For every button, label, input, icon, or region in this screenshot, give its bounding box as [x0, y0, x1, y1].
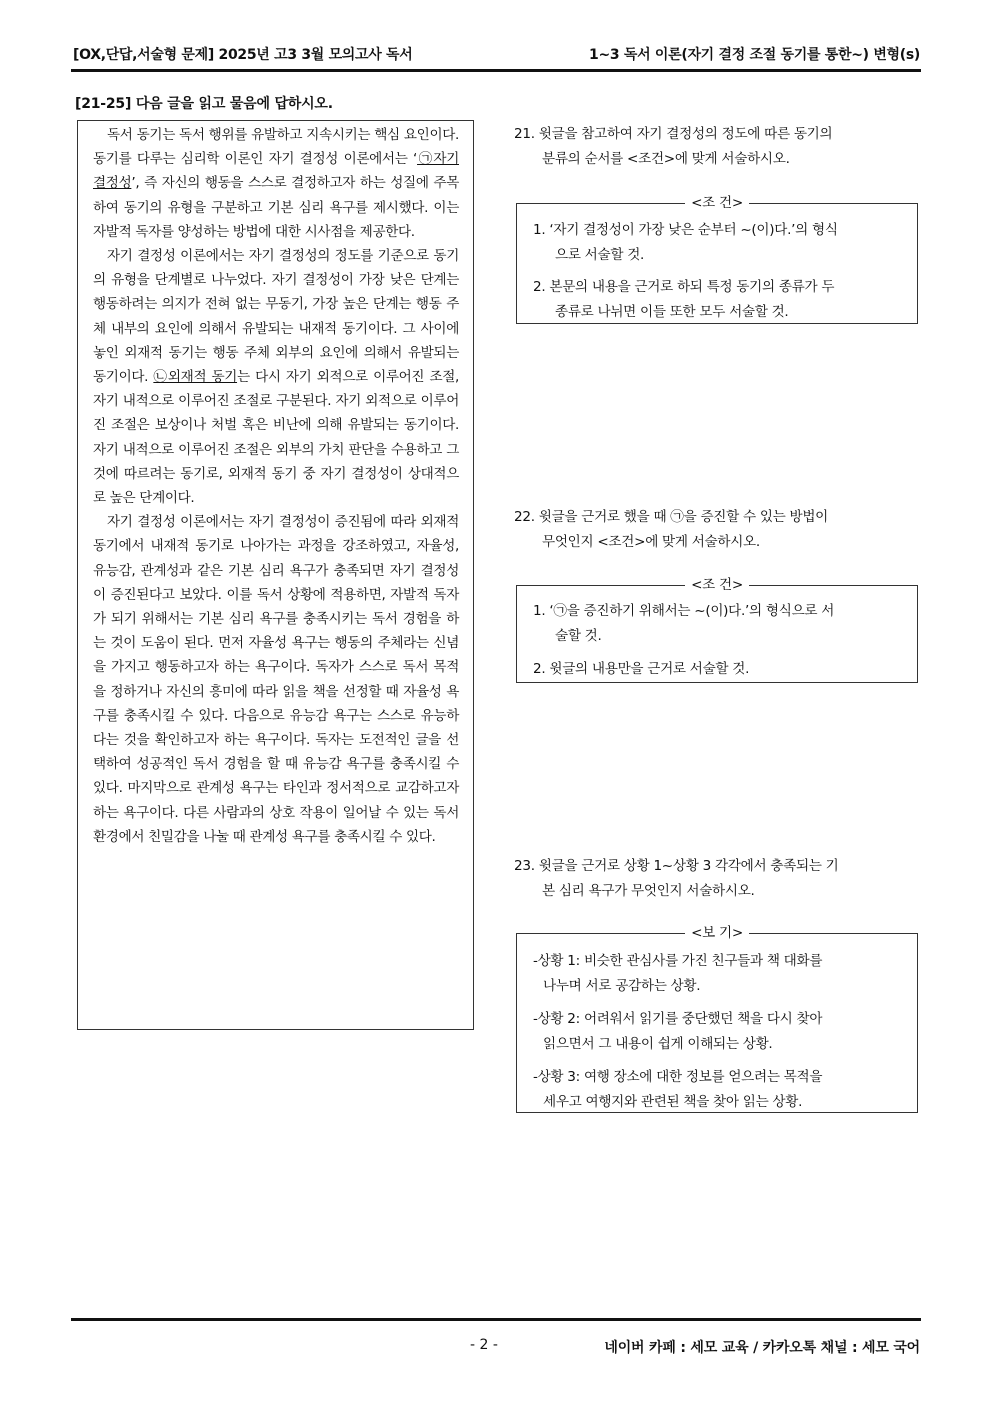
- condition-box-22: [516, 577, 918, 683]
- section-title: [21-25] 다음 글을 읽고 물음에 답하시오.: [75, 96, 333, 112]
- question-text: 무엇인지 <조건>에 맞게 서술하시오.: [542, 534, 760, 550]
- condition-item: [533, 657, 905, 682]
- condition-text: 으로 서술할 것.: [555, 247, 645, 263]
- example-box-23: [516, 925, 918, 1113]
- question-23: [514, 854, 838, 904]
- condition-text: 2. 윗글의 내용만을 근거로 서술할 것.: [533, 661, 750, 677]
- question-21: [514, 122, 832, 172]
- passage-text: 자기 결정성 이론에서는 자기 결정성의 정도를 기준으로 동기의 유형을 단계별로 나누었다. 자기 결정성이 가장 낮은 단계는 행동하려는 의지가 전혀 없는 무동기, 가장 높은 단계는 행동 주체 내부의 요인에 의해서 유발되는 내재적 동기이다. 그 사이에 놓인 외재적 동기는 행동 주체 외부의 요인에 의해서 유발되는 동기이다.: [93, 248, 459, 386]
- condition-text: 종류로 나뉘면 이들 또한 모두 서술할 것.: [555, 304, 789, 320]
- condition-box-title: <조 건>: [685, 577, 749, 593]
- passage-paragraph-2: [93, 244, 459, 510]
- condition-box-21: [516, 195, 918, 324]
- underlined-term-1: ㉠자기 결정성: [93, 151, 459, 192]
- question-text: 22. 윗글을 근거로 했을 때 ㉠을 증진할 수 있는 방법이: [514, 509, 829, 525]
- situation-text: -상황 3: 여행 장소에 대한 정보를 얻으려는 목적을: [533, 1069, 823, 1085]
- situation-text: 읽으면서 그 내용이 쉽게 이해되는 상황.: [543, 1036, 773, 1052]
- situation-text: 나누며 서로 공감하는 상황.: [543, 978, 701, 994]
- footer-credits: 네이버 카페 : 세모 교육 / 카카오톡 채널 : 세모 국어: [604, 1340, 920, 1356]
- situation-text: -상황 1: 비슷한 관심사를 가진 친구들과 책 대화를: [533, 953, 823, 969]
- footer-rule: [71, 1318, 921, 1321]
- reading-passage: [77, 120, 474, 1030]
- condition-item: [533, 599, 905, 649]
- question-22: [514, 505, 828, 555]
- passage-text: 는 다시 자기 외적으로 이루어진 조절, 자기 내적으로 이루어진 조절로 구분된다. 자기 외적으로 이루어진 조절은 보상이나 처벌 혹은 비난에 의해 유발되는 동기이다. 자기 내적으로 이루어진 조절은 외부의 가치 판단을 수용하고 그것에 따르려는 동기로, 외재적 동기 중 자기 결정성이 상대적으로 높은 단계이다.: [93, 369, 459, 507]
- passage-text: 독서 동기는 독서 행위를 유발하고 지속시키는 핵심 요인이다. 동기를 다루는 심리학 이론인 자기 결정성 이론에서는 ‘: [93, 127, 459, 168]
- situation-item-1: [533, 949, 905, 999]
- question-text: 23. 윗글을 근거로 상황 1~상황 3 각각에서 충족되는 기: [514, 858, 839, 874]
- passage-paragraph-1: [93, 123, 459, 244]
- header-subtitle: 1~3 독서 이론(자기 결정 조절 동기를 통한~) 변형(s): [589, 47, 920, 63]
- condition-text: 1. ‘자기 결정성이 가장 낮은 순부터 ~(이)다.’의 형식: [533, 222, 838, 238]
- example-box-title: <보 기>: [685, 925, 749, 941]
- condition-text: 1. ‘㉠을 증진하기 위해서는 ~(이)다.’의 형식으로 서: [533, 603, 835, 619]
- question-text: 분류의 순서를 <조건>에 맞게 서술하시오.: [542, 151, 790, 167]
- underlined-term-2: ㉡외재적 동기: [153, 369, 238, 386]
- passage-text: ’, 즉 자신의 행동을 스스로 결정하고자 하는 성질에 주목하여 동기의 유형을 구분하고 기본 심리 욕구를 제시했다. 이는 자발적 독자를 양성하는 방법에 대한 시사점을 제공한다.: [93, 175, 459, 240]
- header-rule: [71, 69, 921, 72]
- question-text: 21. 윗글을 참고하여 자기 결정성의 정도에 따른 동기의: [514, 126, 833, 142]
- situation-text: -상황 2: 어려워서 읽기를 중단했던 책을 다시 찾아: [533, 1011, 823, 1027]
- condition-item: [533, 275, 905, 325]
- header-title: [OX,단답,서술형 문제] 2025년 고3 3월 모의고사 독서: [73, 47, 413, 63]
- condition-box-title: <조 건>: [685, 195, 749, 211]
- passage-paragraph-3: 자기 결정성 이론에서는 자기 결정성이 증진됨에 따라 외재적 동기에서 내재적 동기로 나아가는 과정을 강조하였고, 자율성, 유능감, 관계성과 같은 기본 심리 욕구가 충족되면 자기 결정성이 증진된다고 보았다. 이를 독서 상황에 적용하면, 자발적 독자가 되기 위해서는 기본 심리 욕구를 충족시키는 독서 경험을 하는 것이 도움이 된다. 먼저 자율성 욕구는 행동의 주체라는 신념을 가지고 행동하고자 하는 욕구이다. 독자가 스스로 독서 목적을 정하거나 자신의 흥미에 따라 읽을 책을 선정할 때 자율성 욕구를 충족시킬 수 있다. 다음으로 유능감 욕구는 스스로 유능하다는 것을 확인하고자 하는 욕구이다. 독자는 도전적인 글을 선택하여 성공적인 독서 경험을 할 때 유능감 욕구를 충족시킬 수 있다. 마지막으로 관계성 욕구는 타인과 정서적으로 교감하고자 하는 욕구이다. 다른 사람과의 상호 작용이 일어날 수 있는 독서 환경에서 친밀감을 나눌 때 관계성 욕구를 충족시킬 수 있다.: [93, 514, 459, 845]
- situation-text: 세우고 여행지와 관련된 책을 찾아 읽는 상황.: [543, 1094, 803, 1110]
- situation-item-2: [533, 1007, 905, 1057]
- situation-item-3: [533, 1065, 905, 1115]
- question-text: 본 심리 욕구가 무엇인지 서술하시오.: [542, 883, 755, 899]
- page-number: - 2 -: [470, 1337, 498, 1353]
- condition-text: 2. 본문의 내용을 근거로 하되 특정 동기의 종류가 두: [533, 279, 835, 295]
- condition-item: [533, 218, 905, 268]
- condition-text: 술할 것.: [555, 628, 602, 644]
